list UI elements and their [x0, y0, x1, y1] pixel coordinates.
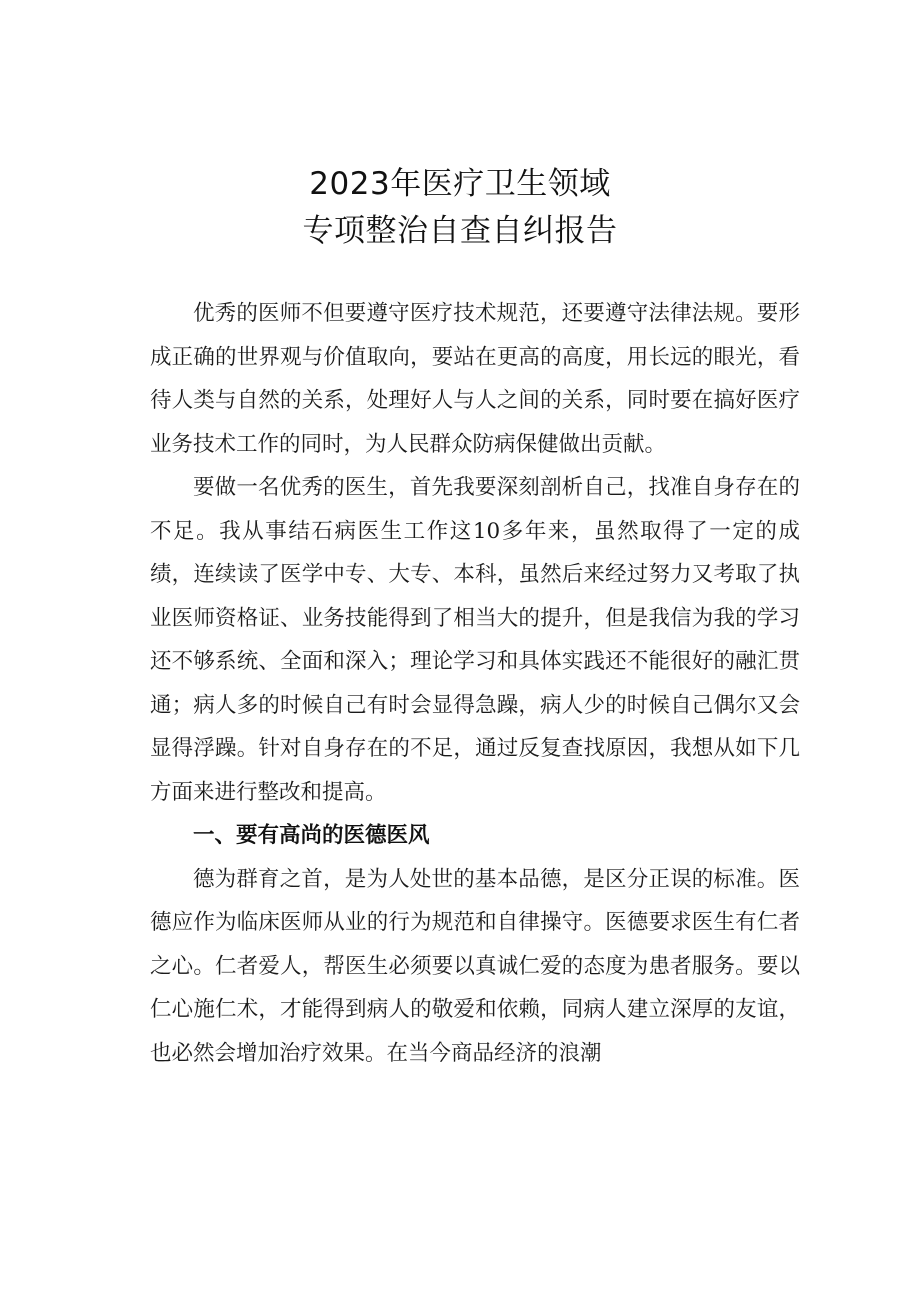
- section-1-paragraph: 德为群育之首，是为人处世的基本品德，是区分正误的标准。医德应作为临床医师从业的行为规范和自律操守。医德要求医生有仁者之心。仁者爱人，帮医生必须要以真诚仁爱的态度为患者服务。要以仁心施仁术，才能得到病人的敬爱和依赖，同病人建立深厚的友谊，也必然会增加治疗效果。在当今商品经济的浪潮: [150, 866, 800, 1066]
- section-heading-1: 一、要有高尚的医德医风: [193, 823, 430, 848]
- document-title-line-1: 2023年医疗卫生领域: [309, 166, 611, 202]
- document-body: [150, 292, 800, 1075]
- paragraph-1: 优秀的医师不但要遵守医疗技术规范，还要遵守法律法规。要形成正确的世界观与价值取向，要站在更高的高度，用长远的眼光，看待人类与自然的关系，处理好人与人之间的关系，同时要在搞好医疗业务技术工作的同时，为人民群众防病保健做出贡献。: [150, 301, 800, 457]
- paragraph-2: 要做一名优秀的医生，首先我要深刻剖析自己，找准自身存在的不足。我从事结石病医生工作这10多年来，虽然取得了一定的成绩，连续读了医学中专、大专、本科，虽然后来经过努力又考取了执业医师资格证、业务技能得到了相当大的提升，但是我信为我的学习还不够系统、全面和深入；理论学习和具体实践还不能很好的融汇贯通；病人多的时候自己有时会显得急躁，病人少的时候自己偶尔又会显得浮躁。针对自身存在的不足，通过反复查找原因，我想从如下几方面来进行整改和提高。: [150, 475, 800, 805]
- document-title-line-2: 专项整治自查自纠报告: [302, 213, 618, 249]
